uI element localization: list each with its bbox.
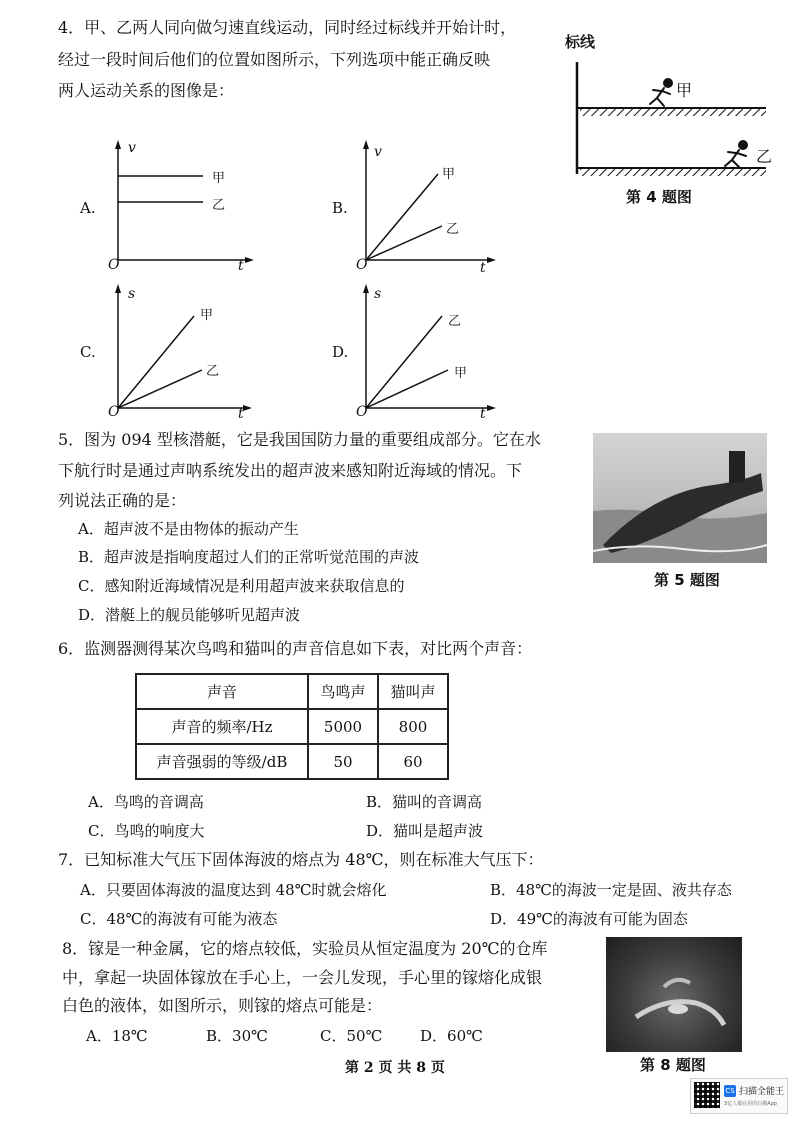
graph-b-x-axis-label: t: [480, 260, 486, 276]
graph-c: [78, 282, 258, 422]
track-lower-hatch: [580, 169, 766, 176]
start-line-label: 标线: [565, 33, 596, 51]
q8-option-d: D．60℃: [420, 1027, 483, 1045]
table-cell: 60: [378, 744, 448, 779]
graph-c-y-axis-label: s: [128, 286, 136, 302]
table-cell: 50: [308, 744, 378, 779]
graph-c-line-jia: [118, 316, 194, 408]
table-header-cell: 猫叫声: [378, 674, 448, 709]
q4-stem-line-1: 4．甲、乙两人同向做匀速直线运动，同时经过标线并开始计时，: [58, 18, 517, 37]
graph-a-x-axis-label: t: [238, 258, 244, 274]
q5-option-c: C．感知附近海域情况是利用超声波来获取信息的: [78, 577, 405, 595]
table-row: [136, 744, 448, 779]
track-upper-hatch: [580, 109, 766, 116]
graph-a-y-axis-label: v: [128, 140, 136, 156]
q5-stem-line-1: 5．图为 094 型核潜艇，它是我国国防力量的重要组成部分。它在水: [58, 430, 541, 449]
q4-stem-line-3: 两人运动关系的图像是：: [58, 81, 235, 100]
graph-d-origin: O: [356, 404, 368, 420]
q6-option-d: D．猫叫是超声波: [366, 822, 484, 840]
q5-option-d: D．潜艇上的舰员能够听见超声波: [78, 606, 301, 624]
scanner-watermark: [690, 1078, 788, 1114]
graph-b-origin: O: [356, 257, 368, 273]
graph-c-line1-label: 甲: [200, 308, 214, 323]
graph-d: [330, 282, 510, 422]
table-row: [136, 709, 448, 744]
q8-stem-line-3: 白色的液体，如图所示，则镓的熔点可能是：: [62, 996, 383, 1015]
q6-option-b: B．猫叫的音调高: [366, 793, 483, 811]
graph-d-line-jia: [366, 370, 448, 408]
q4-figure: [560, 28, 780, 218]
table-cell: 5000: [308, 709, 378, 744]
graph-b-line-yi: [366, 226, 442, 260]
graph-b-line2-label: 乙: [446, 222, 460, 237]
runner-jia-icon: [650, 79, 672, 106]
graph-a-line1-label: 甲: [212, 171, 226, 186]
table-cell: 声音强弱的等级/dB: [136, 744, 308, 779]
q4-stem-line-2: 经过一段时间后他们的位置如图所示，下列选项中能正确反映: [58, 50, 491, 69]
gallium-photo: [606, 937, 742, 1052]
q7-option-b: B．48℃的海波一定是固、液共存态: [490, 881, 732, 899]
graph-b-y-axis-label: v: [374, 144, 382, 160]
q5-option-a: A．超声波不是由物体的振动产生: [78, 520, 299, 538]
q4-figure-caption: 第 4 题图: [626, 188, 692, 206]
graph-d-y-axis-label: s: [374, 286, 382, 302]
q7-option-d: D．49℃的海波有可能为固态: [490, 910, 688, 928]
q5-option-b: B．超声波是指响度超过人们的正常听觉范围的声波: [78, 548, 420, 566]
sound-table: [135, 673, 449, 780]
track-diagram: [560, 28, 780, 188]
q6-option-c: C．鸟鸣的响度大: [88, 822, 205, 840]
graph-d-line-yi: [366, 316, 442, 408]
graph-a: [78, 138, 258, 278]
q5-figure-caption: 第 5 题图: [654, 571, 720, 589]
graph-d-x-axis-label: t: [480, 406, 486, 422]
camscanner-logo-icon: CS: [725, 1087, 735, 1095]
runner-yi-icon: [725, 141, 747, 167]
runner-yi-label: 乙: [756, 147, 773, 166]
graph-d-line1-label: 乙: [448, 314, 462, 329]
qr-code-icon: [694, 1082, 720, 1108]
table-cell: 声音的频率/Hz: [136, 709, 308, 744]
q8-option-c: C．50℃: [320, 1027, 383, 1045]
graph-d-option-label: D.: [332, 343, 349, 361]
graph-b-line1-label: 甲: [442, 167, 456, 182]
graph-c-line2-label: 乙: [206, 364, 220, 379]
q8-stem-line-2: 中，拿起一块固体镓放在手心上，一会儿发现，手心里的镓熔化成银: [62, 968, 543, 987]
q5-stem-line-3: 列说法正确的是：: [58, 491, 187, 510]
graph-a-line2-label: 乙: [212, 198, 226, 213]
q8-figure-caption: 第 8 题图: [640, 1056, 706, 1074]
graph-c-line-yi: [118, 370, 202, 408]
q6-option-a: A．鸟鸣的音调高: [88, 793, 204, 811]
submarine-sail-icon: [729, 451, 745, 483]
graph-b: [330, 138, 510, 278]
graph-b-option-label: B.: [332, 199, 348, 217]
table-cell: 800: [378, 709, 448, 744]
q7-option-c: C．48℃的海波有可能为液态: [80, 910, 278, 928]
q6-stem: 6．监测器测得某次鸟鸣和猫叫的声音信息如下表，对比两个声音：: [58, 639, 533, 658]
runner-jia-label: 甲: [676, 81, 693, 100]
q8-option-b: B．30℃: [206, 1027, 268, 1045]
graph-c-origin: O: [108, 404, 120, 420]
table-header-row: [136, 674, 448, 709]
page-number: 第 2 页 共 8 页: [345, 1060, 445, 1076]
table-header-cell: 鸟鸣声: [308, 674, 378, 709]
graph-d-line2-label: 甲: [454, 366, 468, 381]
scanner-subtitle: 3亿人都在用的扫描App: [724, 1101, 777, 1107]
graph-c-option-label: C.: [80, 343, 96, 361]
graph-b-line-jia: [366, 174, 438, 260]
q5-stem-line-2: 下航行时是通过声呐系统发出的超声波来感知附近海域的情况。下: [58, 461, 523, 480]
q8-option-a: A．18℃: [86, 1027, 148, 1045]
graph-a-option-label: A.: [80, 199, 96, 217]
submarine-photo: [593, 433, 767, 563]
q8-stem-line-1: 8．镓是一种金属，它的熔点较低，实验员从恒定温度为 20℃的仓库: [62, 939, 548, 958]
q7-option-a: A．只要固体海波的温度达到 48℃时就会熔化: [80, 881, 387, 899]
graph-c-x-axis-label: t: [238, 406, 244, 422]
q7-stem: 7．已知标准大气压下固体海波的熔点为 48℃，则在标准大气压下：: [58, 850, 544, 869]
table-header-cell: 声音: [136, 674, 308, 709]
scanner-name: 扫描全能王: [739, 1087, 785, 1097]
graph-a-origin: O: [108, 257, 120, 273]
